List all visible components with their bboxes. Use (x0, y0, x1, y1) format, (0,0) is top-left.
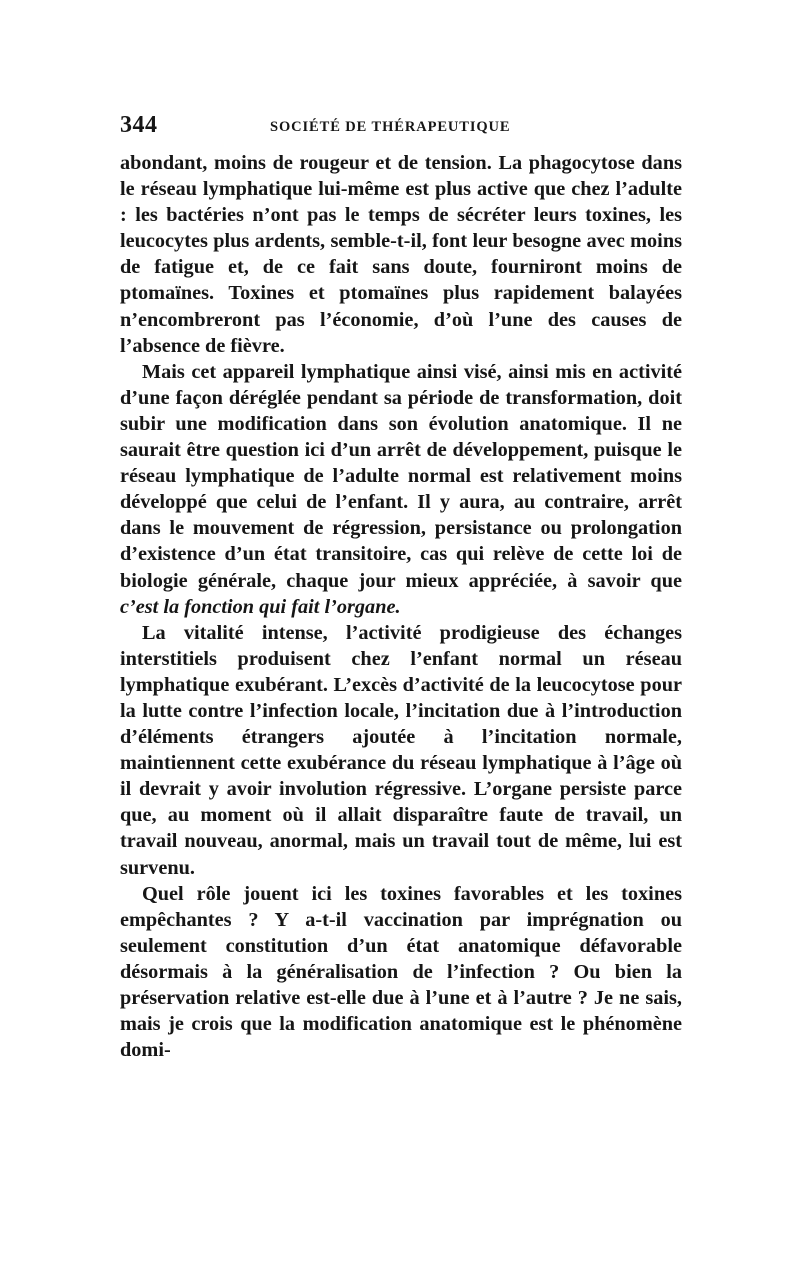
paragraph-2-emphasis: c’est la fonction qui fait l’organe. (120, 595, 401, 618)
running-head (120, 112, 682, 142)
paragraph-1: abondant, moins de rougeur et de tension. La phagocytose dans le réseau lymphatique lui-même est plus active que chez l’adulte : les bactéries n’ont pas le temps de sécréter leurs toxines, les leucocytes plus ardents, semble-t-il, font leur besogne avec moins de fatigue et, de ce fait sans doute, fourniront moins de ptomaïnes. Toxines et ptomaïnes plus rapidement balayées n’encombreront pas l’économie, d’où l’une des causes de l’absence de fièvre. (120, 152, 682, 357)
paragraph-3: La vitalité intense, l’activité prodigieuse des échanges interstitiels produisent chez l’enfant normal un réseau lymphatique exubérant. L’excès d’activité de la leucocytose pour la lutte contre l’infection locale, l’incitation due à l’introduction d’éléments étrangers ajoutée à l’incitation normale, maintiennent cette exubérance du réseau lymphatique à l’âge où il devrait y avoir involution régressive. L’organe persiste parce que, au moment où il allait disparaître faute de travail, un travail nouveau, anormal, mais un travail tout de même, lui est survenu. (120, 621, 682, 879)
body-text (120, 150, 682, 1063)
paragraph-2 (120, 359, 682, 620)
paragraph-4: Quel rôle jouent ici les toxines favorables et les toxines empêchantes ? Y a-t-il vaccination par imprégnation ou seulement constitution d’un état anatomique défavorable désormais à la généralisation de l’infection ? Ou bien la préservation relative est-elle due à l’une et à l’autre ? Je ne sais, mais je crois que la modification anatomique est le phénomène domi- (120, 882, 682, 1062)
running-title: SOCIÉTÉ DE THÉRAPEUTIQUE (270, 119, 511, 135)
paragraph-2-text: Mais cet appareil lymphatique ainsi visé, ainsi mis en activité d’une façon déréglée pendant sa période de transformation, doit subir une modification dans son évolution anatomique. Il ne saurait être question ici d’un arrêt de développement, puisque le réseau lymphatique de l’adulte normal est relativement moins développé que celui de l’enfant. Il y aura, au contraire, arrêt dans le mouvement de régression, persistance ou prolongation d’existence d’un état transitoire, cas qui relève de cette loi de biologie générale, chaque jour mieux appréciée, à savoir que (120, 360, 682, 592)
page-number: 344 (120, 112, 158, 138)
